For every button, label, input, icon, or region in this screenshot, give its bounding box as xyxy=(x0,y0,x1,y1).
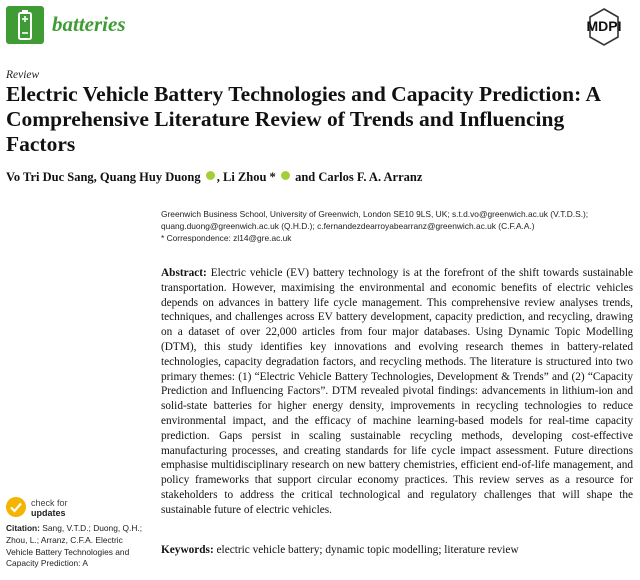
orcid-icon[interactable] xyxy=(281,171,290,180)
abstract-label: Abstract: xyxy=(161,267,207,279)
journal-logo xyxy=(6,6,44,44)
affiliation-line-2: quang.duong@greenwich.ac.uk (Q.H.D.); c.fernandezdearroyabearranz@greenwich.ac.uk (C.F.A.A.) xyxy=(161,221,535,231)
keywords-text: electric vehicle battery; dynamic topic modelling; literature review xyxy=(213,544,519,556)
publisher-name: MDPI xyxy=(586,18,622,34)
battery-icon xyxy=(6,6,44,44)
updates-label xyxy=(31,498,68,518)
affiliation-line-1: Greenwich Business School, University of Greenwich, London SE10 9LS, UK; s.t.d.vo@greenwich.ac.uk (V.T.D.S.); xyxy=(161,209,589,219)
check-updates-icon xyxy=(6,497,26,517)
abstract xyxy=(161,266,633,518)
authors-part-2: , Li Zhou * xyxy=(216,170,276,184)
article-type: Review xyxy=(6,69,40,81)
affiliation-block xyxy=(161,208,631,244)
article-title: Electric Vehicle Battery Technologies and Capacity Prediction: A Comprehensive Literature Review of Trends and Influencing Factors xyxy=(6,82,600,156)
authors-part-1: Vo Tri Duc Sang, Quang Huy Duong xyxy=(6,170,201,184)
citation xyxy=(6,523,146,570)
authors-part-3: and Carlos F. A. Arranz xyxy=(291,170,423,184)
keywords-label: Keywords: xyxy=(161,544,214,556)
orcid-icon[interactable] xyxy=(206,171,215,180)
keywords xyxy=(161,544,633,556)
correspondence: * Correspondence: zl14@gre.ac.uk xyxy=(161,233,292,243)
check-for-updates[interactable] xyxy=(6,497,86,519)
citation-text: Sang, V.T.D.; Duong, Q.H.; Zhou, L.; Arranz, C.F.A. Electric Vehicle Battery Technologies and Capacity Prediction: A xyxy=(6,523,143,569)
journal-name[interactable]: batteries xyxy=(52,12,126,36)
updates-line-1: check for xyxy=(31,498,68,508)
updates-line-2: updates xyxy=(31,508,66,518)
citation-label: Citation: xyxy=(6,523,40,533)
abstract-text: Electric vehicle (EV) battery technology is at the forefront of the shift towards sustainable transportation. However, maximising the environmental and economic benefits of electric vehicles depends on advances in battery life cycle management. This comprehensive review analyses trends, techniques, and challenges across EV battery development, capacity prediction, and recycling, drawing on a dataset of over 22,000 articles from four major databases. Using Dynamic Topic Modelling (DTM), this study identifies key innovations and evolving research themes in battery-related technologies, capacity degradation factors, and recycling methods. The literature is structured into two primary themes: (1) “Electric Vehicle Battery Technologies, Development & Trends” and (2) “Capacity Prediction and Influencing Factors”. DTM revealed pivotal findings: advancements in lithium-ion and solid-state batteries for higher energy density, improvements in recycling technologies to reduce environmental impact, and the efficacy of machine learning-based models for real-time capacity prediction. Gaps persist in scaling sustainable recycling methods, developing cost-effective manufacturing processes, and creating standards for life cycle impact assessment. Future directions emphasise multidisciplinary research on new battery chemistries, efficient end-of-life management, and policy frameworks that support circular economy practices. This review serves as a resource for stakeholders to address the critical technological and regulatory challenges that will shape the sustainable future of electric vehicles. xyxy=(161,267,633,516)
author-list xyxy=(6,170,422,185)
